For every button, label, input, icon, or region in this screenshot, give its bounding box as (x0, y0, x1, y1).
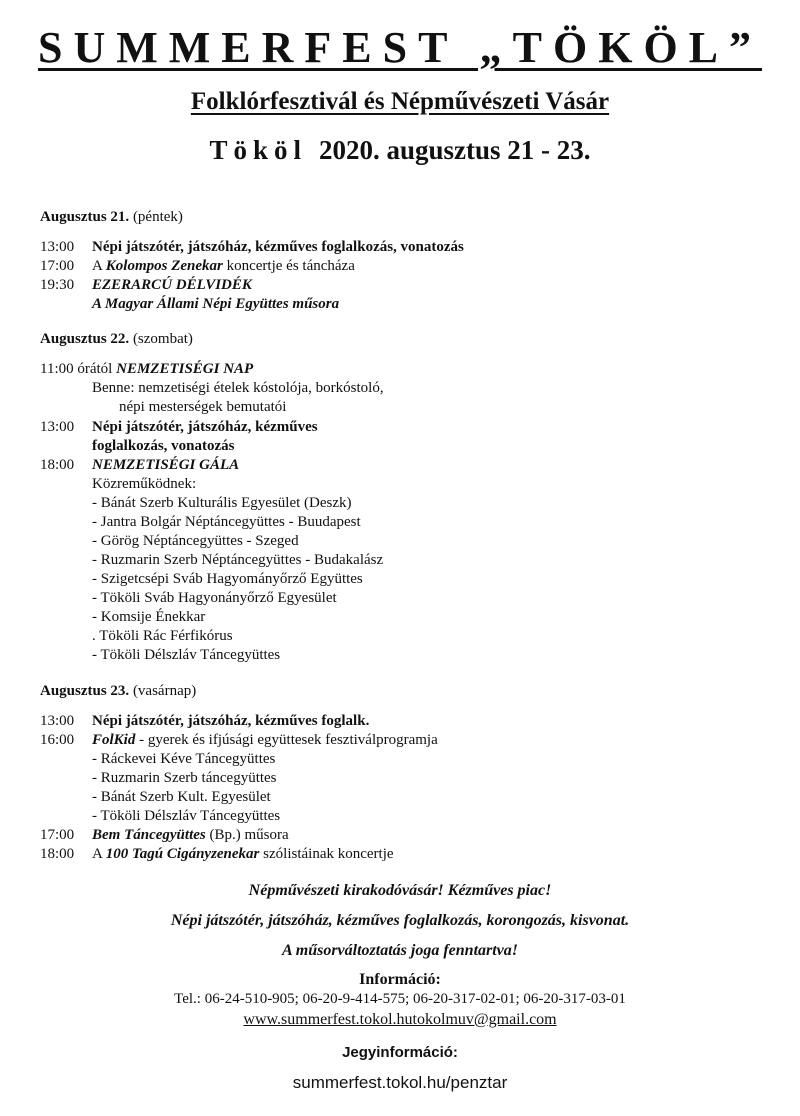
day2-e2-time: 13:00 (40, 419, 75, 435)
footer-disclaimer: A műsorváltoztatás joga fenntartva! (281, 942, 519, 959)
day2-e1-time: 11:00 órától (40, 361, 113, 377)
day3-date: Augusztus 23. (40, 683, 130, 699)
day3-e4-post: szólistáinak koncertje (259, 846, 394, 862)
day1-e2-post: koncertje és táncháza (222, 258, 355, 274)
day3-performer: - Ruzmarin Szerb táncegyüttes (92, 770, 277, 786)
day2-performer: - Komsije Énekkar (92, 609, 206, 625)
day3-weekday: (vasárnap) (132, 683, 197, 699)
day2-e1-title: NEMZETISÉGI NAP (116, 361, 254, 377)
day3-e3-line (92, 827, 289, 844)
day2-e1-line1: Benne: nemzetiségi ételek kóstolója, borkóstoló, (92, 380, 384, 396)
day3-e3-post: (Bp.) műsora (205, 827, 289, 843)
day3-e4-time: 18:00 (40, 846, 75, 862)
day2-performer: - Tököli Délszláv Táncegyüttes (92, 647, 281, 663)
day1-e2-line (92, 258, 355, 275)
day2-performer: - Bánát Szerb Kulturális Egyesület (Deszk) (92, 495, 352, 511)
day3-e4-pre: A (92, 846, 106, 862)
day2-performer: - Tököli Sváb Hagyonányőrző Egyesület (92, 590, 337, 606)
footer-fair-line: Népművészeti kirakodóvásár! Kézműves piac! (248, 882, 552, 899)
day3-e2-name: FolKid (92, 732, 136, 748)
website-email-link[interactable]: www.summerfest.tokol.hutokolmuv@gmail.com (243, 1011, 557, 1028)
day1-e3-sub: A Magyar Állami Népi Együttes műsora (92, 296, 340, 312)
day3-e1-text: Népi játszótér, játszóház, kézműves foglalk. (92, 713, 370, 729)
day2-performer: - Jantra Bolgár Néptáncegyüttes - Buudapest (92, 514, 361, 530)
day3-e3-name: Bem Táncegyüttes (92, 827, 206, 843)
day2-date: Augusztus 22. (40, 331, 130, 347)
ticket-info-heading: Jegyinformáció: (342, 1044, 458, 1061)
day1-e2-pre: A (92, 258, 106, 274)
day1-weekday: (péntek) (132, 209, 183, 225)
day1-e3-time: 19:30 (40, 277, 75, 293)
day3-e2-line (92, 732, 438, 749)
phone-numbers: Tel.: 06-24-510-905; 06-20-9-414-575; 06-20-317-02-01; 06-20-317-03-01 (174, 991, 626, 1007)
day1-e2-name: Kolompos Zenekar (105, 258, 223, 274)
day3-e2-time: 16:00 (40, 732, 75, 748)
day1-e2-time: 17:00 (40, 258, 75, 274)
day1-heading (40, 209, 183, 226)
day2-e3-title: NEMZETISÉGI GÁLA (92, 457, 240, 473)
ticket-url[interactable]: summerfest.tokol.hu/penztar (292, 1073, 508, 1092)
day3-performer: - Tököli Délszláv Táncegyüttes (92, 808, 281, 824)
day1-e3-title: EZERARCÚ DÉLVIDÉK (92, 277, 252, 293)
day2-e1-line2: népi mesterségek bemutatói (119, 399, 287, 415)
day2-performer: - Ruzmarin Szerb Néptáncegyüttes - Budakalász (92, 552, 384, 568)
info-heading: Információ: (359, 971, 441, 988)
day2-e3-label: Közreműködnek: (92, 476, 197, 492)
event-title: SUMMERFEST „TÖKÖL” (37, 23, 763, 72)
event-dateline (0, 135, 800, 166)
day2-weekday: (szombat) (132, 331, 193, 347)
day2-e2-line1: Népi játszótér, játszóház, kézműves (92, 419, 318, 435)
day3-performer: - Ráckevei Kéve Táncegyüttes (92, 751, 276, 767)
day3-e2-post: - gyerek és ifjúsági együttesek fesztiválprogramja (135, 732, 438, 748)
event-place: Tököl (209, 135, 307, 165)
day3-e1-time: 13:00 (40, 713, 75, 729)
day3-e4-name: 100 Tagú Cigányzenekar (105, 846, 260, 862)
event-date: 2020. augusztus 21 - 23. (319, 135, 591, 165)
day3-performer: - Bánát Szerb Kult. Egyesület (92, 789, 271, 805)
day2-e3-time: 18:00 (40, 457, 75, 473)
day2-performer: - Szigetcsépi Sváb Hagyományőrző Együttes (92, 571, 363, 587)
day1-date: Augusztus 21. (40, 209, 130, 225)
day2-performer: - Görög Néptáncegyüttes - Szeged (92, 533, 299, 549)
footer-programs-line: Népi játszótér, játszóház, kézműves foglalkozás, korongozás, kisvonat. (170, 912, 630, 929)
day1-e1-text: Népi játszótér, játszóház, kézműves foglalkozás, vonatozás (92, 239, 464, 255)
day2-e1-line (40, 361, 253, 378)
day3-heading (40, 683, 196, 700)
event-subtitle: Folklórfesztivál és Népművészeti Vásár (190, 88, 610, 115)
day3-e3-time: 17:00 (40, 827, 75, 843)
day3-e4-line (92, 846, 394, 863)
day1-e1-time: 13:00 (40, 239, 75, 255)
day2-e2-line2: foglalkozás, vonatozás (92, 438, 235, 454)
day2-performer: . Tököli Rác Férfikórus (92, 628, 233, 644)
day2-heading (40, 331, 193, 348)
